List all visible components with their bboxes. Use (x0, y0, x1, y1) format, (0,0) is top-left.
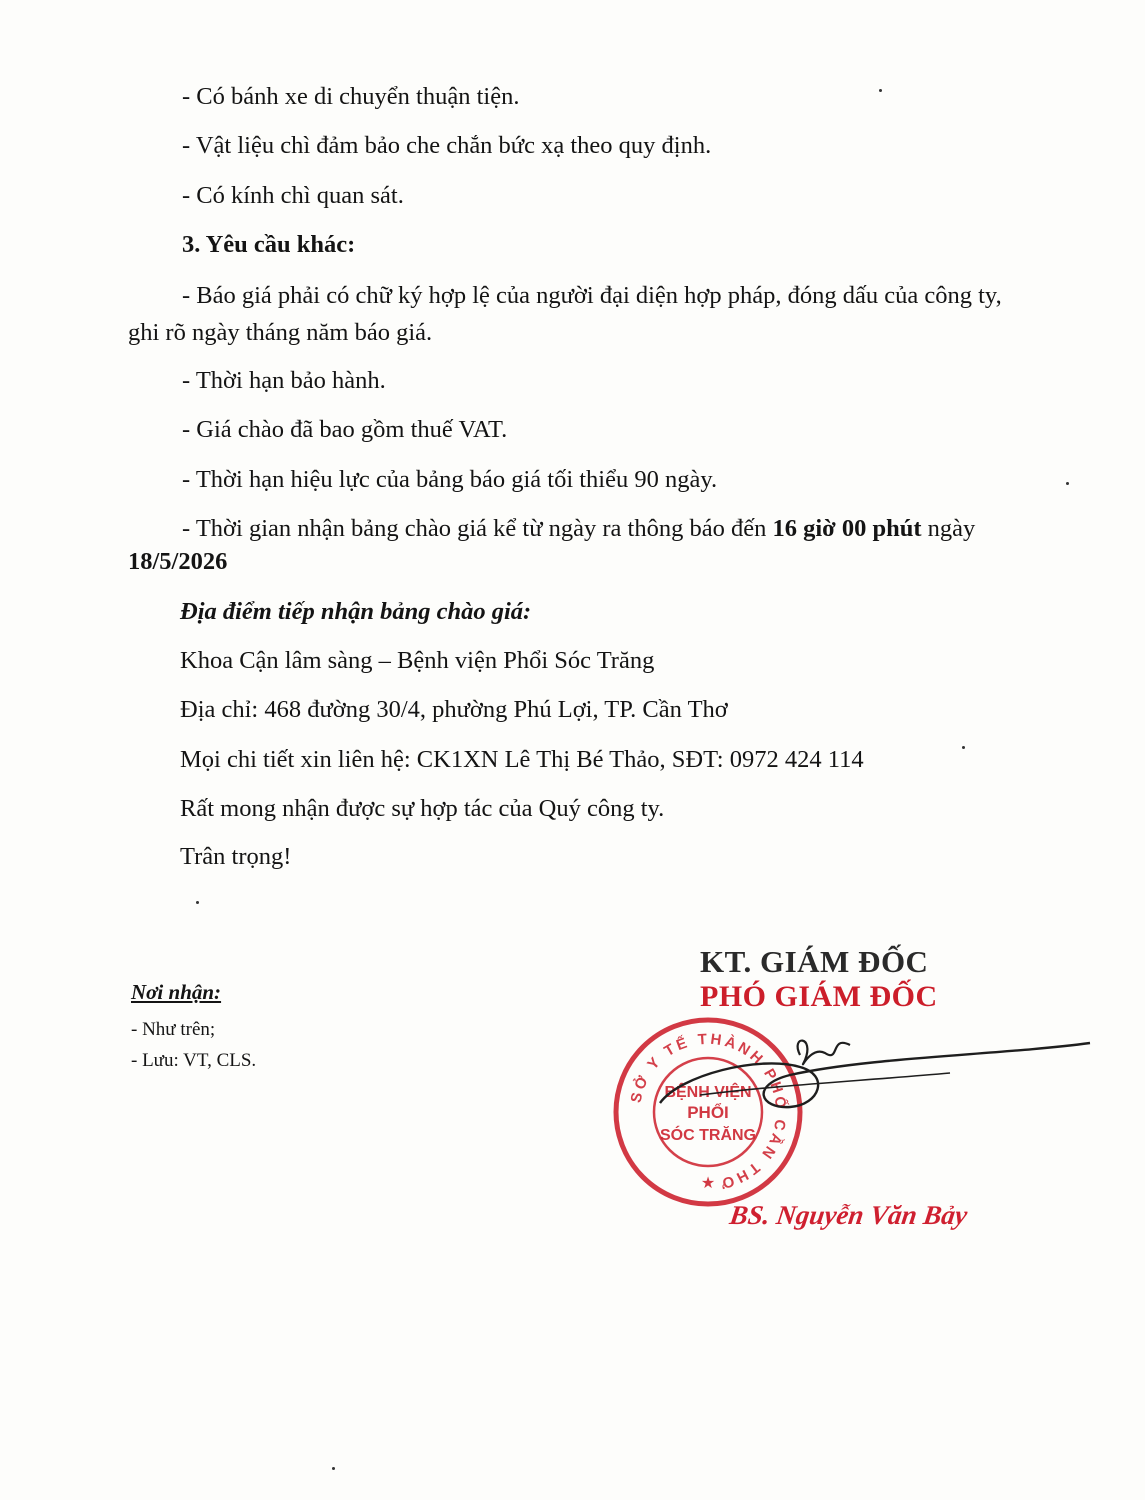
item-lead-glass: - Có kính chì quan sát. (182, 182, 404, 209)
closing-line: Trân trọng! (180, 843, 292, 870)
kt-director-line: KT. GIÁM ĐỐC (700, 944, 929, 979)
requirement-1-line-2: ghi rõ ngày tháng năm báo giá. (128, 319, 433, 346)
recipient-item: - Như trên; (131, 1019, 216, 1040)
location-department: Khoa Cận lâm sàng – Bệnh viện Phổi Sóc Trăng (180, 647, 655, 674)
stamp-center-line-2: PHỔI (687, 1103, 729, 1122)
location-address: Địa chỉ: 468 đường 30/4, phường Phú Lợi, TP. Cần Thơ (180, 696, 728, 723)
deputy-director-title: PHÓ GIÁM ĐỐC (700, 980, 938, 1013)
requirement-3: - Giá chào đã bao gồm thuế VAT. (182, 416, 508, 443)
requirement-2: - Thời hạn bảo hành. (182, 367, 386, 394)
section-3-title: 3. Yêu cầu khác: (182, 231, 356, 258)
stamp-star-icon: ★ (700, 1175, 716, 1192)
location-title: Địa điểm tiếp nhận bảng chào giá: (180, 598, 532, 625)
requirement-5-prefix: - Thời gian nhận bảng chào giá kể từ ngày ra thông báo đến (182, 515, 773, 542)
requirement-1-line-1: - Báo giá phải có chữ ký hợp lệ của người đại diện hợp pháp, đóng dấu của công ty, (182, 282, 1002, 309)
deadline-time: 16 giờ 00 phút (772, 515, 922, 542)
item-wheels: - Có bánh xe di chuyển thuận tiện. (182, 83, 520, 110)
handwritten-signature (640, 1015, 1110, 1125)
scan-speck (196, 901, 199, 904)
recipients-title: Nơi nhận: (131, 980, 222, 1004)
stamp-ring-text: SỞ Y TẾ THÀNH PHỐ CẦN THƠ (627, 1030, 790, 1193)
item-lead-material: - Vật liệu chì đảm bảo che chắn bức xạ theo quy định. (182, 132, 712, 159)
requirement-4: - Thời hạn hiệu lực của bảng báo giá tối thiểu 90 ngày. (182, 466, 718, 493)
scan-speck (962, 746, 965, 749)
recipient-item: - Lưu: VT, CLS. (131, 1050, 257, 1071)
signer-name: BS. Nguyễn Văn Bảy (727, 1200, 970, 1230)
cooperation-line: Rất mong nhận được sự hợp tác của Quý công ty. (180, 795, 665, 822)
scan-speck (332, 1467, 335, 1470)
stamp-center-line-1: BỆNH VIỆN (664, 1084, 752, 1101)
requirement-5-suffix: ngày (921, 515, 976, 542)
stamp-center-line-3: SÓC TRĂNG (660, 1127, 756, 1144)
contact-line: Mọi chi tiết xin liên hệ: CK1XN Lê Thị Bé Thảo, SĐT: 0972 424 114 (180, 746, 864, 773)
deadline-date: 18/5/2026 (128, 548, 228, 575)
scan-speck (879, 89, 882, 92)
requirement-5-line-1 (182, 514, 975, 544)
scan-speck (1066, 482, 1069, 485)
